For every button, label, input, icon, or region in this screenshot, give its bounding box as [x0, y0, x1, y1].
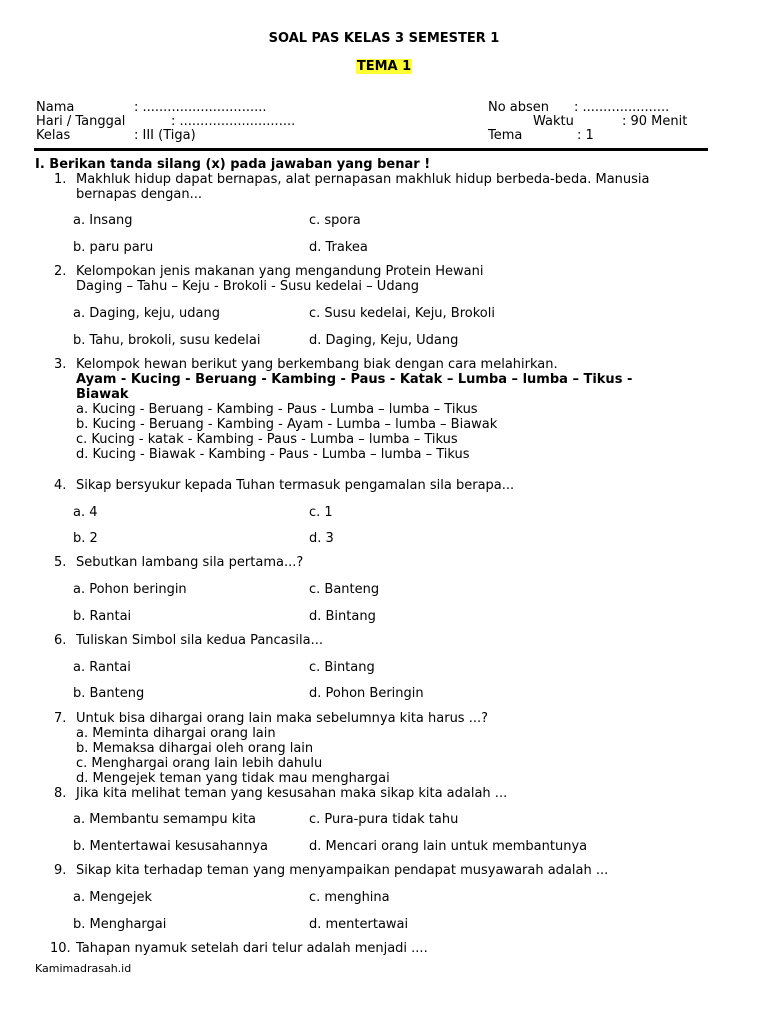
- option-b: b. 2: [73, 531, 98, 546]
- question-number: 9.: [54, 863, 67, 878]
- option-b: b. Mentertawai kesusahannya: [73, 839, 268, 854]
- option-d: d. Trakea: [309, 240, 368, 255]
- option-d: d. Daging, Keju, Udang: [309, 333, 459, 348]
- question-number: 2.: [54, 264, 67, 279]
- option-c: c. Kucing - katak - Kambing - Paus - Lumba – lumba – Tikus: [76, 432, 458, 447]
- option-a: a. Pohon beringin: [73, 582, 187, 597]
- option-c: c. Pura-pura tidak tahu: [309, 812, 459, 827]
- kelas-field: : III (Tiga): [134, 128, 196, 143]
- question-text: Makhluk hidup dapat bernapas, alat pernapasan makhluk hidup berbeda-beda. Manusia: [76, 172, 650, 187]
- option-d: d. Mencari orang lain untuk membantunya: [309, 839, 588, 854]
- tema-field: : 1: [577, 128, 594, 143]
- question-number: 1.: [54, 172, 67, 187]
- kelas-label: Kelas: [36, 128, 71, 143]
- option-a: a. Rantai: [73, 660, 131, 675]
- option-b: b. Rantai: [73, 609, 132, 624]
- option-c: c. spora: [309, 213, 361, 228]
- tema-heading-wrap: [0, 59, 768, 74]
- question-text: bernapas dengan...: [76, 187, 203, 202]
- hari-field: : ............................: [171, 114, 296, 129]
- option-b: b. Menghargai: [73, 917, 167, 932]
- question-number: 4.: [54, 478, 67, 493]
- question-number: 10.: [50, 941, 71, 956]
- question-number: 7.: [54, 711, 67, 726]
- option-d: d. Pohon Beringin: [309, 686, 424, 701]
- option-d: d. mentertawai: [309, 917, 409, 932]
- question-text: Sebutkan lambang sila pertama...?: [76, 555, 304, 570]
- question-text: Sikap bersyukur kepada Tuhan termasuk pengamalan sila berapa...: [76, 478, 515, 493]
- header-divider: [34, 148, 708, 151]
- option-b: b. Kucing - Beruang - Kambing - Ayam - Lumba – lumba – Biawak: [76, 417, 498, 432]
- absen-field: : .....................: [574, 100, 670, 115]
- option-b: b. Banteng: [73, 686, 145, 701]
- question-number: 3.: [54, 357, 67, 372]
- footer-source: Kamimadrasah.id: [35, 962, 132, 975]
- waktu-label: Waktu: [533, 114, 574, 129]
- option-a: a. Insang: [73, 213, 133, 228]
- option-c: c. Bintang: [309, 660, 375, 675]
- question-number: 5.: [54, 555, 67, 570]
- option-a: a. Meminta dihargai orang lain: [76, 726, 276, 741]
- option-d: d. 3: [309, 531, 334, 546]
- question-text: Untuk bisa dihargai orang lain maka sebelumnya kita harus ...?: [76, 711, 489, 726]
- question-text: Tuliskan Simbol sila kedua Pancasila...: [76, 633, 323, 648]
- option-d: d. Mengejek teman yang tidak mau menghargai: [76, 771, 390, 786]
- option-b: b. Memaksa dihargai oleh orang lain: [76, 741, 314, 756]
- option-c: c. Banteng: [309, 582, 380, 597]
- option-c: c. menghina: [309, 890, 390, 905]
- question-text: Kelompokan jenis makanan yang mengandung Protein Hewani: [76, 264, 484, 279]
- question-text: Sikap kita terhadap teman yang menyampaikan pendapat musyawarah adalah ...: [76, 863, 609, 878]
- page-title: SOAL PAS KELAS 3 SEMESTER 1: [268, 31, 500, 46]
- option-a: a. Kucing - Beruang - Kambing - Paus - Lumba – lumba – Tikus: [76, 402, 478, 417]
- tema-highlight: TEMA 1: [356, 59, 412, 74]
- hari-label: Hari / Tanggal: [36, 114, 126, 129]
- option-b: b. paru paru: [73, 240, 154, 255]
- tema-label: Tema: [488, 128, 523, 143]
- question-number: 6.: [54, 633, 67, 648]
- absen-label: No absen: [488, 100, 550, 115]
- option-a: a. 4: [73, 505, 98, 520]
- option-b: b. Tahu, brokoli, susu kedelai: [73, 333, 261, 348]
- option-c: c. Menghargai orang lain lebih dahulu: [76, 756, 323, 771]
- question-number: 8.: [54, 786, 67, 801]
- question-text: Kelompok hewan berikut yang berkembang biak dengan cara melahirkan.: [76, 357, 558, 372]
- question-text: Tahapan nyamuk setelah dari telur adalah menjadi ....: [76, 941, 428, 956]
- option-a: a. Membantu semampu kita: [73, 812, 256, 827]
- section-heading: I. Berikan tanda silang (x) pada jawaban yang benar !: [35, 157, 431, 172]
- option-d: d. Bintang: [309, 609, 376, 624]
- nama-field: : ..............................: [134, 100, 267, 115]
- option-a: a. Daging, keju, udang: [73, 306, 220, 321]
- question-bold-text: Biawak: [76, 387, 129, 402]
- option-c: c. Susu kedelai, Keju, Brokoli: [309, 306, 495, 321]
- question-text: Jika kita melihat teman yang kesusahan maka sikap kita adalah ...: [76, 786, 508, 801]
- option-a: a. Mengejek: [73, 890, 153, 905]
- question-bold-text: Ayam - Kucing - Beruang - Kambing - Paus - Katak – Lumba – lumba – Tikus -: [76, 372, 633, 387]
- nama-label: Nama: [36, 100, 75, 115]
- question-text: Daging – Tahu – Keju - Brokoli - Susu kedelai – Udang: [76, 279, 420, 294]
- option-d: d. Kucing - Biawak - Kambing - Paus - Lumba – lumba – Tikus: [76, 447, 470, 462]
- waktu-field: : 90 Menit: [622, 114, 688, 129]
- option-c: c. 1: [309, 505, 333, 520]
